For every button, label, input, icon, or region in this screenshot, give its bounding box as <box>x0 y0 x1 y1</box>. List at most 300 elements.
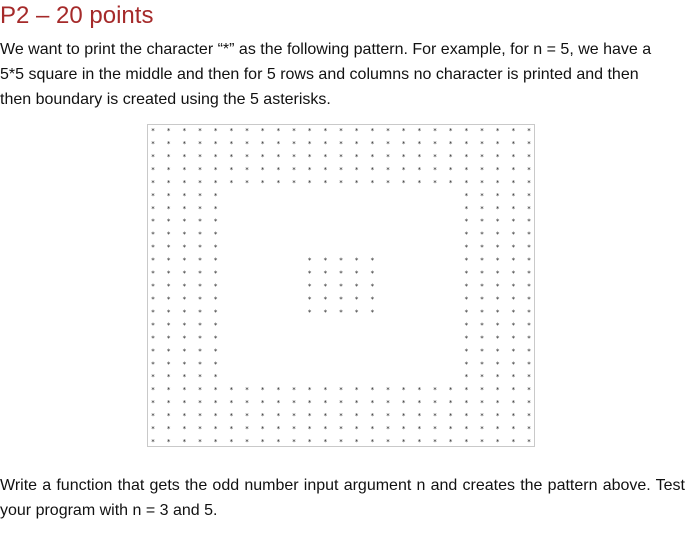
asterisk-glyph: * <box>511 127 516 135</box>
asterisk-glyph: * <box>464 269 469 278</box>
asterisk-glyph: * <box>339 139 343 148</box>
asterisk-glyph: * <box>527 334 531 343</box>
asterisk-glyph: * <box>480 269 484 278</box>
asterisk-glyph: * <box>323 139 328 148</box>
asterisk-glyph: * <box>166 217 171 226</box>
heading-title: P2 – 20 points <box>0 2 154 29</box>
asterisk-glyph: * <box>198 269 202 278</box>
asterisk-glyph: * <box>245 178 249 187</box>
asterisk-glyph: * <box>370 295 375 304</box>
asterisk-glyph: * <box>495 321 500 330</box>
asterisk-glyph: * <box>464 386 469 395</box>
asterisk-glyph: * <box>292 127 296 135</box>
asterisk-glyph: * <box>354 399 359 408</box>
asterisk-glyph: * <box>198 139 202 148</box>
asterisk-glyph: * <box>464 399 469 408</box>
asterisk-glyph: * <box>495 308 500 317</box>
asterisk-glyph: * <box>511 399 516 408</box>
asterisk-glyph: * <box>339 269 343 278</box>
asterisk-glyph: * <box>433 178 437 187</box>
asterisk-glyph: * <box>511 425 516 434</box>
asterisk-glyph: * <box>323 295 328 304</box>
asterisk-glyph: * <box>292 139 296 148</box>
asterisk-glyph: * <box>182 373 187 382</box>
asterisk-glyph: * <box>213 373 218 382</box>
asterisk-glyph: * <box>166 127 171 135</box>
asterisk-glyph: * <box>151 321 155 330</box>
asterisk-glyph: * <box>229 139 234 148</box>
asterisk-glyph: * <box>166 230 171 239</box>
asterisk-glyph: * <box>354 425 359 434</box>
asterisk-glyph: * <box>307 152 312 161</box>
asterisk-glyph: * <box>182 230 187 239</box>
asterisk-glyph: * <box>464 165 469 174</box>
asterisk-glyph: * <box>151 412 155 421</box>
asterisk-glyph: * <box>433 139 437 148</box>
asterisk-glyph: * <box>292 438 296 446</box>
asterisk-glyph: * <box>229 399 234 408</box>
asterisk-glyph: * <box>448 438 453 446</box>
asterisk-glyph: * <box>198 347 202 356</box>
asterisk-glyph: * <box>401 178 406 187</box>
asterisk-glyph: * <box>527 282 531 291</box>
asterisk-glyph: * <box>495 399 500 408</box>
asterisk-glyph: * <box>182 360 187 369</box>
asterisk-glyph: * <box>527 165 531 174</box>
asterisk-glyph: * <box>448 178 453 187</box>
asterisk-glyph: * <box>417 399 422 408</box>
asterisk-glyph: * <box>213 282 218 291</box>
asterisk-glyph: * <box>511 308 516 317</box>
asterisk-glyph: * <box>511 139 516 148</box>
asterisk-glyph: * <box>339 438 343 446</box>
asterisk-glyph: * <box>527 347 531 356</box>
asterisk-glyph: * <box>417 127 422 135</box>
asterisk-glyph: * <box>527 412 531 421</box>
asterisk-glyph: * <box>307 178 312 187</box>
asterisk-glyph: * <box>166 256 171 265</box>
asterisk-glyph: * <box>151 347 155 356</box>
asterisk-glyph: * <box>151 191 155 200</box>
asterisk-glyph: * <box>292 399 296 408</box>
asterisk-glyph: * <box>386 165 390 174</box>
asterisk-glyph: * <box>386 425 390 434</box>
asterisk-glyph: * <box>166 308 171 317</box>
asterisk-glyph: * <box>292 178 296 187</box>
asterisk-glyph: * <box>151 360 155 369</box>
asterisk-pattern-figure <box>147 124 535 447</box>
asterisk-glyph: * <box>198 178 202 187</box>
asterisk-glyph: * <box>480 139 484 148</box>
asterisk-glyph: * <box>511 256 516 265</box>
asterisk-glyph: * <box>260 178 265 187</box>
asterisk-glyph: * <box>245 412 249 421</box>
asterisk-glyph: * <box>151 243 155 252</box>
asterisk-glyph: * <box>464 127 469 135</box>
asterisk-glyph: * <box>151 399 155 408</box>
asterisk-glyph: * <box>307 412 312 421</box>
asterisk-glyph: * <box>198 217 202 226</box>
asterisk-glyph: * <box>433 165 437 174</box>
asterisk-glyph: * <box>511 373 516 382</box>
asterisk-glyph: * <box>198 230 202 239</box>
asterisk-glyph: * <box>354 282 359 291</box>
asterisk-glyph: * <box>339 282 343 291</box>
asterisk-glyph: * <box>307 438 312 446</box>
asterisk-glyph: * <box>323 412 328 421</box>
asterisk-glyph: * <box>464 321 469 330</box>
asterisk-glyph: * <box>182 152 187 161</box>
asterisk-glyph: * <box>182 127 187 135</box>
asterisk-glyph: * <box>386 152 390 161</box>
asterisk-glyph: * <box>370 152 375 161</box>
asterisk-glyph: * <box>198 204 202 213</box>
asterisk-glyph: * <box>386 127 390 135</box>
asterisk-glyph: * <box>198 256 202 265</box>
asterisk-glyph: * <box>166 399 171 408</box>
asterisk-glyph: * <box>182 399 187 408</box>
asterisk-glyph: * <box>480 178 484 187</box>
asterisk-glyph: * <box>354 438 359 446</box>
asterisk-glyph: * <box>323 178 328 187</box>
asterisk-glyph: * <box>276 139 281 148</box>
asterisk-glyph: * <box>339 308 343 317</box>
asterisk-glyph: * <box>527 178 531 187</box>
asterisk-glyph: * <box>229 386 234 395</box>
asterisk-glyph: * <box>307 295 312 304</box>
asterisk-glyph: * <box>370 386 375 395</box>
asterisk-glyph: * <box>480 373 484 382</box>
asterisk-glyph: * <box>354 139 359 148</box>
asterisk-glyph: * <box>198 360 202 369</box>
asterisk-glyph: * <box>495 139 500 148</box>
asterisk-glyph: * <box>401 152 406 161</box>
asterisk-glyph: * <box>323 152 328 161</box>
asterisk-glyph: * <box>229 178 234 187</box>
asterisk-glyph: * <box>260 165 265 174</box>
asterisk-glyph: * <box>307 256 312 265</box>
asterisk-glyph: * <box>213 360 218 369</box>
asterisk-glyph: * <box>151 204 155 213</box>
asterisk-glyph: * <box>166 269 171 278</box>
asterisk-glyph: * <box>166 373 171 382</box>
asterisk-glyph: * <box>480 360 484 369</box>
asterisk-glyph: * <box>323 425 328 434</box>
asterisk-glyph: * <box>151 127 155 135</box>
asterisk-glyph: * <box>417 139 422 148</box>
asterisk-glyph: * <box>480 425 484 434</box>
asterisk-glyph: * <box>511 165 516 174</box>
asterisk-glyph: * <box>527 399 531 408</box>
asterisk-glyph: * <box>213 165 218 174</box>
asterisk-glyph: * <box>386 386 390 395</box>
asterisk-glyph: * <box>527 360 531 369</box>
asterisk-glyph: * <box>198 282 202 291</box>
asterisk-glyph: * <box>198 243 202 252</box>
asterisk-glyph: * <box>495 165 500 174</box>
asterisk-glyph: * <box>527 152 531 161</box>
asterisk-glyph: * <box>339 425 343 434</box>
asterisk-glyph: * <box>511 321 516 330</box>
asterisk-glyph: * <box>182 308 187 317</box>
asterisk-glyph: * <box>401 165 406 174</box>
asterisk-glyph: * <box>417 412 422 421</box>
asterisk-glyph: * <box>417 425 422 434</box>
asterisk-glyph: * <box>401 438 406 446</box>
asterisk-glyph: * <box>464 204 469 213</box>
asterisk-glyph: * <box>198 308 202 317</box>
asterisk-glyph: * <box>370 438 375 446</box>
asterisk-glyph: * <box>511 360 516 369</box>
asterisk-glyph: * <box>198 165 202 174</box>
asterisk-glyph: * <box>401 127 406 135</box>
asterisk-glyph: * <box>151 165 155 174</box>
asterisk-glyph: * <box>464 230 469 239</box>
asterisk-glyph: * <box>433 425 437 434</box>
asterisk-glyph: * <box>386 412 390 421</box>
asterisk-glyph: * <box>464 308 469 317</box>
asterisk-glyph: * <box>213 269 218 278</box>
asterisk-glyph: * <box>276 399 281 408</box>
asterisk-glyph: * <box>480 386 484 395</box>
asterisk-glyph: * <box>495 282 500 291</box>
asterisk-glyph: * <box>495 412 500 421</box>
asterisk-pattern <box>148 125 534 446</box>
asterisk-glyph: * <box>480 256 484 265</box>
asterisk-glyph: * <box>354 386 359 395</box>
asterisk-glyph: * <box>151 152 155 161</box>
asterisk-glyph: * <box>276 165 281 174</box>
asterisk-glyph: * <box>511 438 516 446</box>
asterisk-glyph: * <box>495 347 500 356</box>
asterisk-glyph: * <box>323 308 328 317</box>
asterisk-glyph: * <box>495 191 500 200</box>
asterisk-glyph: * <box>151 256 155 265</box>
asterisk-glyph: * <box>198 412 202 421</box>
asterisk-glyph: * <box>495 295 500 304</box>
asterisk-glyph: * <box>527 269 531 278</box>
asterisk-glyph: * <box>495 386 500 395</box>
asterisk-glyph: * <box>464 152 469 161</box>
asterisk-glyph: * <box>511 295 516 304</box>
asterisk-glyph: * <box>370 308 375 317</box>
asterisk-glyph: * <box>401 386 406 395</box>
asterisk-glyph: * <box>198 334 202 343</box>
asterisk-glyph: * <box>245 425 249 434</box>
asterisk-glyph: * <box>276 152 281 161</box>
asterisk-glyph: * <box>182 243 187 252</box>
asterisk-glyph: * <box>182 334 187 343</box>
asterisk-glyph: * <box>151 373 155 382</box>
asterisk-glyph: * <box>370 165 375 174</box>
asterisk-glyph: * <box>480 321 484 330</box>
asterisk-glyph: * <box>464 191 469 200</box>
asterisk-glyph: * <box>166 152 171 161</box>
asterisk-glyph: * <box>401 425 406 434</box>
asterisk-glyph: * <box>370 412 375 421</box>
asterisk-glyph: * <box>495 425 500 434</box>
asterisk-glyph: * <box>527 230 531 239</box>
asterisk-glyph: * <box>495 334 500 343</box>
asterisk-glyph: * <box>339 178 343 187</box>
asterisk-glyph: * <box>198 438 202 446</box>
asterisk-glyph: * <box>260 412 265 421</box>
asterisk-glyph: * <box>448 412 453 421</box>
asterisk-glyph: * <box>166 191 171 200</box>
asterisk-glyph: * <box>292 425 296 434</box>
asterisk-glyph: * <box>480 412 484 421</box>
asterisk-glyph: * <box>151 438 155 446</box>
asterisk-glyph: * <box>339 412 343 421</box>
asterisk-glyph: * <box>511 347 516 356</box>
asterisk-glyph: * <box>480 334 484 343</box>
intro-paragraph: We want to print the character “*” as the following pattern. For example, for n = 5, we have a 5*5 square in the middle and then for 5 rows and columns no character is printed and then then boundary is created using the 5 asterisks. <box>0 41 652 108</box>
asterisk-glyph: * <box>433 412 437 421</box>
asterisk-glyph: * <box>213 386 218 395</box>
asterisk-glyph: * <box>166 386 171 395</box>
asterisk-glyph: * <box>323 438 328 446</box>
asterisk-glyph: * <box>276 412 281 421</box>
asterisk-glyph: * <box>354 256 359 265</box>
asterisk-glyph: * <box>260 438 265 446</box>
asterisk-glyph: * <box>495 373 500 382</box>
asterisk-glyph: * <box>276 438 281 446</box>
asterisk-glyph: * <box>511 243 516 252</box>
asterisk-glyph: * <box>182 412 187 421</box>
asterisk-glyph: * <box>213 243 218 252</box>
asterisk-glyph: * <box>182 191 187 200</box>
asterisk-glyph: * <box>151 386 155 395</box>
asterisk-glyph: * <box>229 152 234 161</box>
asterisk-glyph: * <box>213 230 218 239</box>
asterisk-glyph: * <box>307 425 312 434</box>
asterisk-glyph: * <box>292 386 296 395</box>
asterisk-glyph: * <box>182 438 187 446</box>
asterisk-glyph: * <box>151 295 155 304</box>
asterisk-glyph: * <box>151 334 155 343</box>
asterisk-glyph: * <box>182 282 187 291</box>
asterisk-glyph: * <box>213 412 218 421</box>
asterisk-glyph: * <box>370 127 375 135</box>
asterisk-glyph: * <box>527 191 531 200</box>
asterisk-glyph: * <box>527 373 531 382</box>
asterisk-glyph: * <box>480 282 484 291</box>
asterisk-glyph: * <box>198 191 202 200</box>
asterisk-glyph: * <box>166 412 171 421</box>
asterisk-glyph: * <box>323 386 328 395</box>
asterisk-glyph: * <box>495 438 500 446</box>
asterisk-glyph: * <box>276 386 281 395</box>
asterisk-glyph: * <box>464 438 469 446</box>
asterisk-glyph: * <box>339 256 343 265</box>
asterisk-glyph: * <box>151 269 155 278</box>
asterisk-glyph: * <box>495 360 500 369</box>
asterisk-glyph: * <box>182 139 187 148</box>
asterisk-glyph: * <box>495 243 500 252</box>
asterisk-glyph: * <box>370 425 375 434</box>
asterisk-glyph: * <box>276 178 281 187</box>
asterisk-glyph: * <box>213 256 218 265</box>
asterisk-glyph: * <box>495 152 500 161</box>
asterisk-glyph: * <box>260 152 265 161</box>
asterisk-glyph: * <box>480 347 484 356</box>
asterisk-glyph: * <box>480 152 484 161</box>
asterisk-glyph: * <box>307 399 312 408</box>
asterisk-glyph: * <box>448 165 453 174</box>
asterisk-glyph: * <box>495 204 500 213</box>
asterisk-glyph: * <box>323 256 328 265</box>
asterisk-glyph: * <box>323 282 328 291</box>
asterisk-glyph: * <box>511 230 516 239</box>
asterisk-glyph: * <box>339 386 343 395</box>
asterisk-glyph: * <box>292 165 296 174</box>
asterisk-glyph: * <box>245 438 249 446</box>
asterisk-glyph: * <box>464 347 469 356</box>
asterisk-glyph: * <box>213 127 218 135</box>
asterisk-glyph: * <box>386 139 390 148</box>
asterisk-glyph: * <box>527 256 531 265</box>
asterisk-glyph: * <box>339 127 343 135</box>
asterisk-glyph: * <box>480 217 484 226</box>
asterisk-glyph: * <box>182 217 187 226</box>
asterisk-glyph: * <box>339 165 343 174</box>
asterisk-glyph: * <box>166 295 171 304</box>
asterisk-glyph: * <box>480 399 484 408</box>
asterisk-glyph: * <box>464 360 469 369</box>
asterisk-glyph: * <box>370 139 375 148</box>
asterisk-glyph: * <box>166 334 171 343</box>
asterisk-glyph: * <box>464 178 469 187</box>
asterisk-glyph: * <box>448 399 453 408</box>
asterisk-glyph: * <box>213 139 218 148</box>
asterisk-glyph: * <box>166 282 171 291</box>
asterisk-glyph: * <box>417 152 422 161</box>
asterisk-glyph: * <box>323 399 328 408</box>
asterisk-glyph: * <box>213 152 218 161</box>
asterisk-glyph: * <box>480 438 484 446</box>
asterisk-glyph: * <box>213 347 218 356</box>
asterisk-glyph: * <box>464 412 469 421</box>
asterisk-glyph: * <box>511 282 516 291</box>
asterisk-glyph: * <box>433 127 437 135</box>
asterisk-glyph: * <box>495 256 500 265</box>
asterisk-glyph: * <box>213 399 218 408</box>
asterisk-glyph: * <box>480 308 484 317</box>
asterisk-glyph: * <box>401 412 406 421</box>
asterisk-glyph: * <box>480 230 484 239</box>
asterisk-glyph: * <box>464 334 469 343</box>
asterisk-glyph: * <box>448 386 453 395</box>
asterisk-glyph: * <box>229 165 234 174</box>
asterisk-glyph: * <box>323 127 328 135</box>
asterisk-glyph: * <box>198 295 202 304</box>
asterisk-glyph: * <box>260 139 265 148</box>
asterisk-glyph: * <box>229 438 234 446</box>
asterisk-glyph: * <box>433 386 437 395</box>
asterisk-glyph: * <box>182 425 187 434</box>
asterisk-glyph: * <box>182 321 187 330</box>
asterisk-glyph: * <box>527 217 531 226</box>
asterisk-glyph: * <box>213 191 218 200</box>
asterisk-glyph: * <box>307 282 312 291</box>
asterisk-glyph: * <box>464 217 469 226</box>
asterisk-glyph: * <box>433 399 437 408</box>
asterisk-glyph: * <box>151 217 155 226</box>
asterisk-glyph: * <box>386 178 390 187</box>
asterisk-glyph: * <box>339 152 343 161</box>
asterisk-glyph: * <box>323 165 328 174</box>
asterisk-glyph: * <box>354 165 359 174</box>
